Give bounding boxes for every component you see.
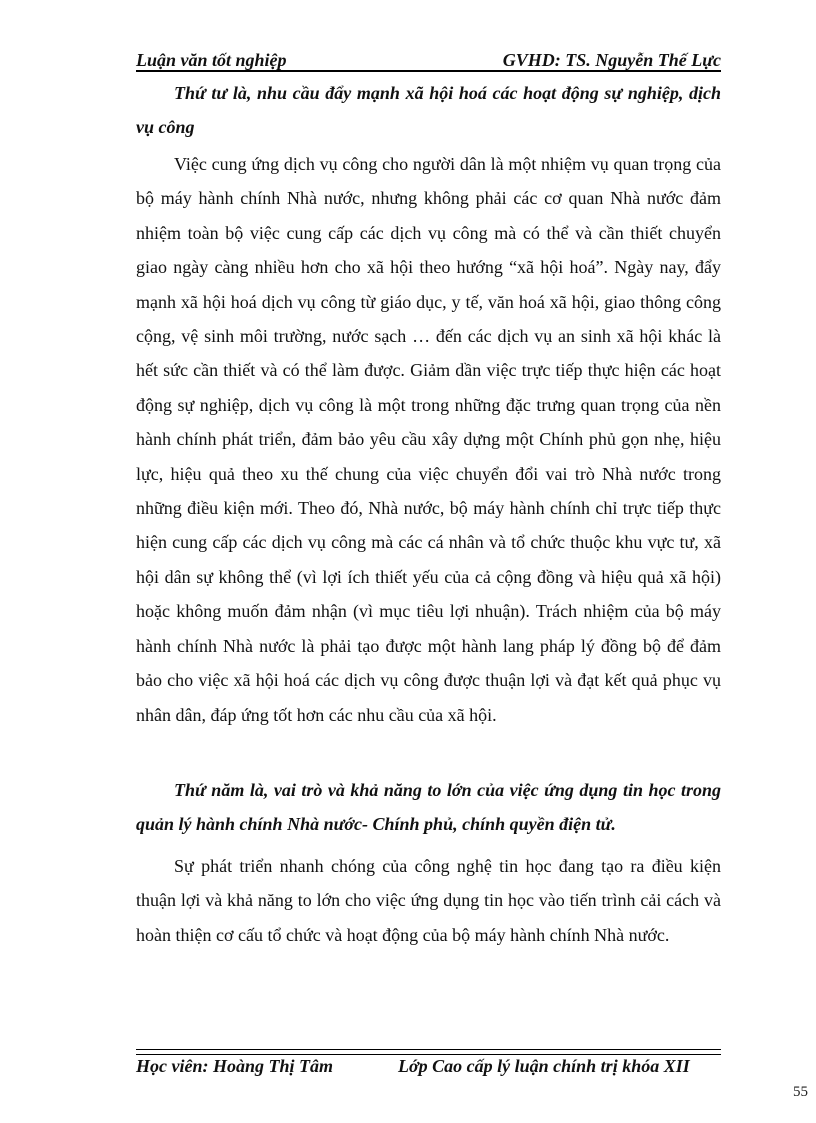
page-header [136, 48, 721, 72]
header-rule [136, 70, 721, 72]
section-paragraph-5: Sự phát triển nhanh chóng của công nghệ tin học đang tạo ra điều kiện thuận lợi và khả năng to lớn cho việc ứng dụng tin học vào tiến trình cải cách và hoàn thiện cơ cấu tổ chức và hoạt động của bộ máy hành chính Nhà nước. [136, 856, 721, 945]
header-thesis-label: Luận văn tốt nghiệp [136, 50, 287, 70]
section-heading-4: Thứ tư là, nhu cầu đẩy mạnh xã hội hoá các hoạt động sự nghiệp, dịch vụ công [136, 83, 721, 137]
footer-class: Lớp Cao cấp lý luận chính trị khóa XII [398, 1056, 690, 1076]
section-paragraph-4: Việc cung ứng dịch vụ công cho người dân là một nhiệm vụ quan trọng của bộ máy hành chính Nhà nước, nhưng không phải các cơ quan Nhà nước đảm nhiệm toàn bộ việc cung cấp các dịch vụ công mà có thể và cần thiết chuyển giao ngày càng nhiều hơn cho xã hội theo hướng “xã hội hoá”. Ngày nay, đẩy mạnh xã hội hoá dịch vụ công từ giáo dục, y tế, văn hoá xã hội, giao thông công cộng, vệ sinh môi trường, nước sạch … đến các dịch vụ an sinh xã hội khác là hết sức cần thiết và có thể làm được. Giảm dần việc trực tiếp thực hiện các hoạt động sự nghiệp, dịch vụ công là một trong những đặc trưng quan trọng của nền hành chính phát triển, đảm bảo yêu cầu xây dựng một Chính phủ gọn nhẹ, hiệu lực, hiệu quả theo xu thế chung của việc chuyển đổi vai trò Nhà nước trong những điều kiện mới. Theo đó, Nhà nước, bộ máy hành chính chỉ trực tiếp thực hiện cung cấp các dịch vụ công mà các cá nhân và tổ chức thuộc khu vực tư, xã hội dân sự không thể (vì lợi ích thiết yếu của cả cộng đồng và hiệu quả xã hội) hoặc không muốn đảm nhận (vì mục tiêu lợi nhuận). Trách nhiệm của bộ máy hành chính Nhà nước là phải tạo được một hành lang pháp lý đồng bộ để đảm bảo cho việc xã hội hoá các dịch vụ công được thuận lợi và đạt kết quả phục vụ nhân dân, đáp ứng tốt hơn các nhu cầu của xã hội. [136, 154, 721, 725]
footer-student: Học viên: Hoàng Thị Tâm [136, 1056, 333, 1076]
header-supervisor: GVHD: TS. Nguyễn Thế Lực [502, 50, 721, 70]
page-footer [136, 1054, 721, 1078]
section-heading-5: Thứ năm là, vai trò và khả năng to lớn của việc ứng dụng tin học trong quản lý hành chính Nhà nước- Chính phủ, chính quyền điện tử. [136, 780, 721, 834]
page-number: 55 [793, 1084, 808, 1100]
